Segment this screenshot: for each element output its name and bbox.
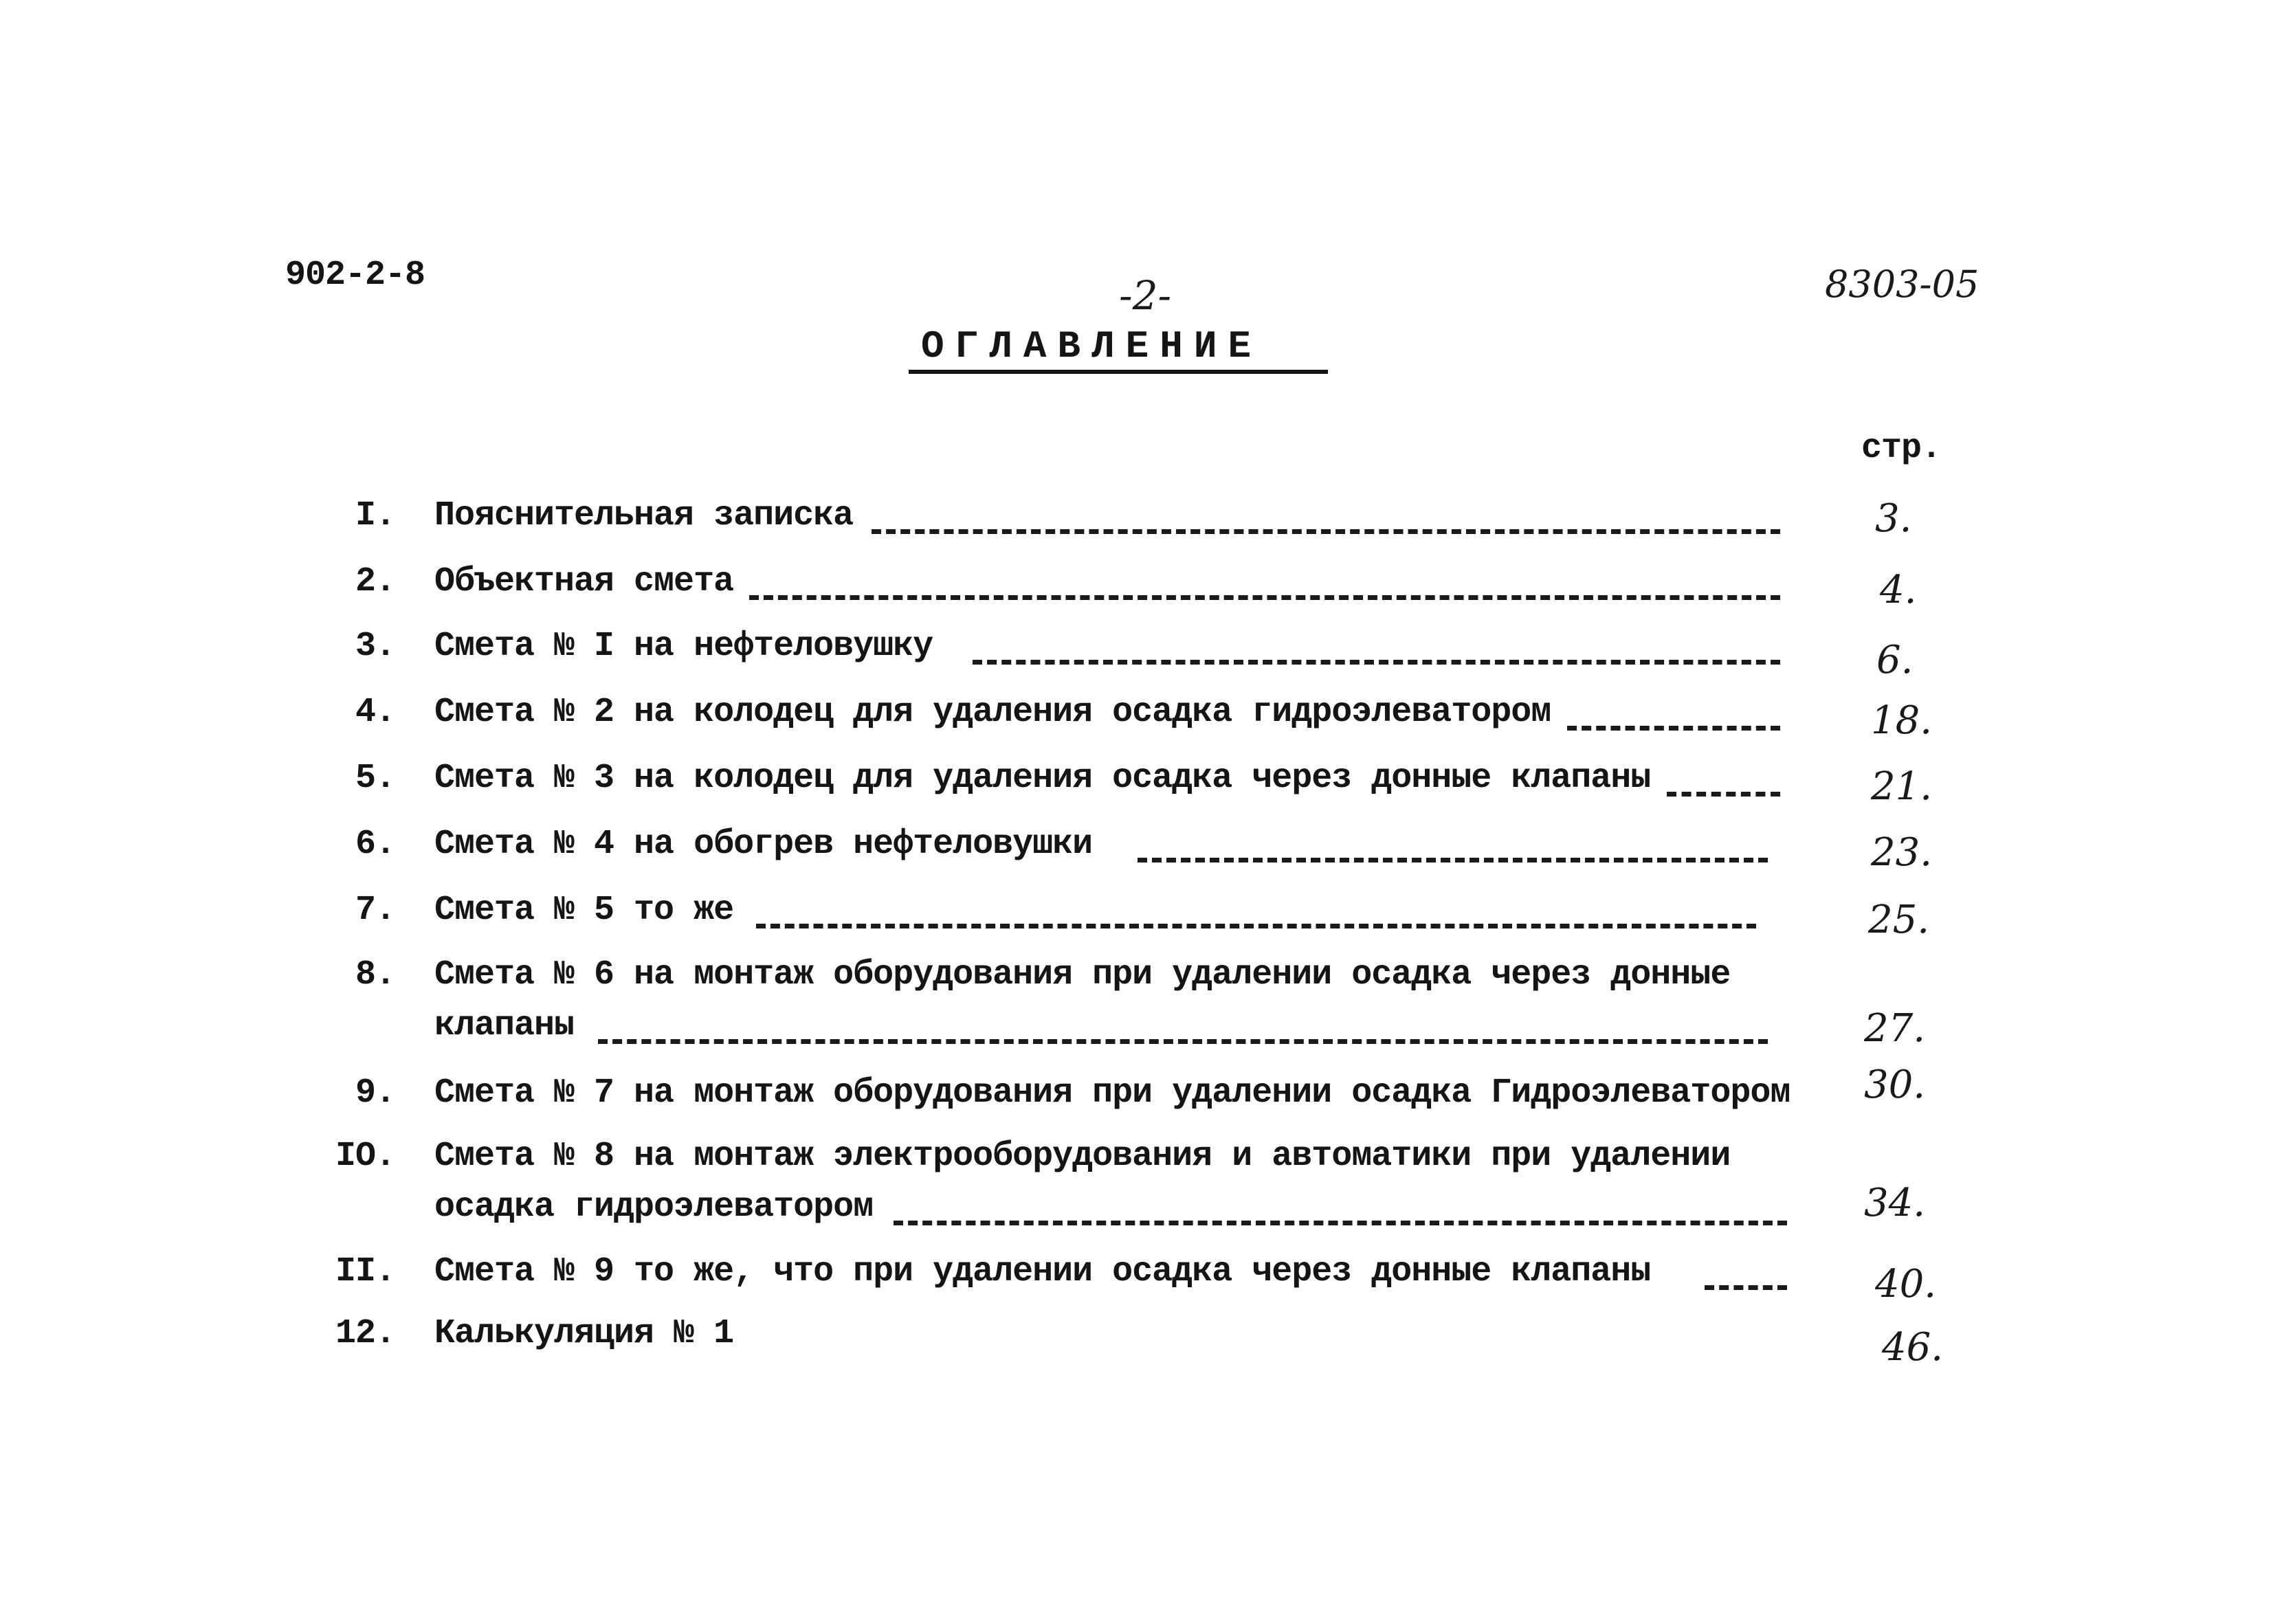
- doc-code: 902-2-8: [285, 256, 425, 295]
- entry-number: 7.: [355, 891, 395, 930]
- entry-title: Смета № 8 на монтаж электрооборудования и автоматики при удалении: [434, 1137, 1731, 1176]
- entry-page-number: 27.: [1864, 1006, 1926, 1051]
- title-underline: [909, 370, 1328, 374]
- entry-page-number: 40.: [1875, 1262, 1937, 1306]
- entry-page-number: 46.: [1882, 1325, 1944, 1370]
- entry-title: Смета № 5 то же: [434, 891, 734, 930]
- entry-number: 6.: [355, 825, 395, 864]
- page-column-label: стр.: [1861, 429, 1942, 468]
- entry-number: 12.: [335, 1314, 395, 1353]
- entry-title: Объектная смета: [434, 562, 734, 601]
- entry-page-number: 23.: [1871, 830, 1933, 875]
- entry-page-number: 21.: [1871, 764, 1933, 809]
- page-number: -2-: [1119, 272, 1172, 319]
- entry-title: осадка гидроэлеватором: [434, 1188, 874, 1227]
- entry-page-number: 4.: [1880, 568, 1917, 612]
- entry-title: Смета № 7 на монтаж оборудования при удалении осадка Гидроэлеватором: [434, 1074, 1790, 1113]
- entry-page-number: 30.: [1864, 1063, 1926, 1107]
- entry-title: Смета № 4 на обогрев нефтеловушки: [434, 825, 1093, 864]
- entry-number: IO.: [335, 1137, 395, 1176]
- album-code: 8303-05: [1825, 263, 1980, 306]
- entry-title: клапаны: [434, 1006, 575, 1045]
- dot-leader: [1667, 792, 1780, 797]
- entry-page-number: 34.: [1864, 1181, 1926, 1225]
- entry-page-number: 18.: [1871, 698, 1933, 743]
- entry-title: Смета № 6 на монтаж оборудования при удалении осадка через донные: [434, 955, 1731, 994]
- entry-page-number: 25.: [1868, 898, 1930, 942]
- entry-number: 4.: [355, 693, 395, 732]
- dot-leader: [756, 924, 1756, 928]
- entry-title: Пояснительная записка: [434, 496, 854, 535]
- page-title: ОГЛАВЛЕНИЕ: [921, 324, 1263, 368]
- entry-title: Смета № 9 то же, что при удалении осадка через донные клапаны: [434, 1252, 1651, 1291]
- entry-number: 9.: [355, 1074, 395, 1113]
- dot-leader: [1567, 726, 1780, 731]
- entry-title: Смета № 3 на колодец для удаления осадка через донные клапаны: [434, 759, 1651, 798]
- entry-title: Калькуляция № 1: [434, 1314, 734, 1353]
- dot-leader: [1705, 1285, 1787, 1290]
- dot-leader: [872, 529, 1780, 534]
- dot-leader: [598, 1039, 1768, 1044]
- dot-leader: [894, 1221, 1787, 1225]
- entry-page-number: 6.: [1876, 638, 1914, 682]
- entry-number: II.: [335, 1252, 395, 1291]
- dot-leader: [973, 660, 1780, 665]
- entry-number: 2.: [355, 562, 395, 601]
- entry-title: Смета № I на нефтеловушку: [434, 627, 933, 666]
- entry-number: 8.: [355, 955, 395, 994]
- entry-page-number: 3.: [1875, 496, 1912, 541]
- dot-leader: [749, 595, 1780, 600]
- entry-title: Смета № 2 на колодец для удаления осадка гидроэлеватором: [434, 693, 1551, 732]
- entry-number: 5.: [355, 759, 395, 798]
- dot-leader: [1138, 858, 1768, 863]
- entry-number: I.: [355, 496, 395, 535]
- entry-number: 3.: [355, 627, 395, 666]
